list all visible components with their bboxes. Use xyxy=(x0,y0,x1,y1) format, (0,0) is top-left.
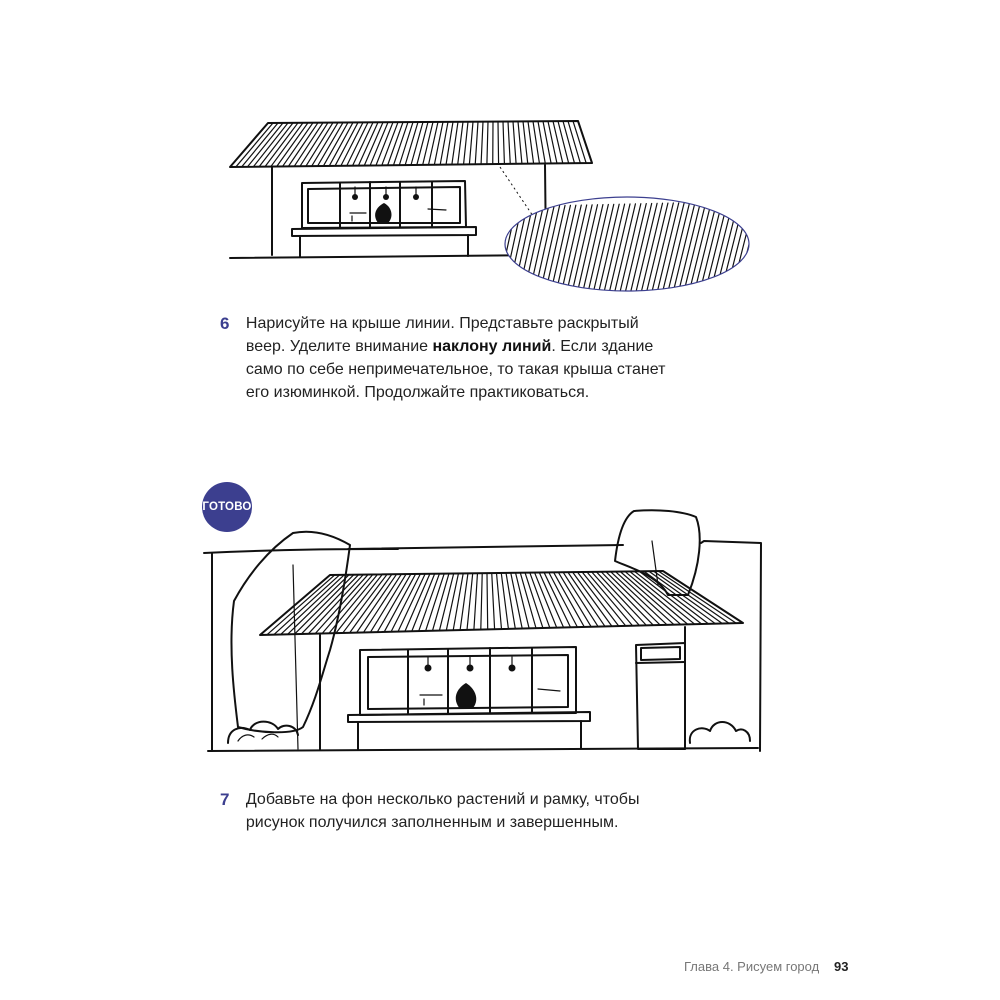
footer-chapter-title: Глава 4. Рисуем город xyxy=(684,959,820,974)
roof-line xyxy=(412,574,435,631)
house-sketch-step6 xyxy=(200,95,755,295)
done-badge: ГОТОВО xyxy=(202,482,252,532)
roof-line xyxy=(458,122,463,165)
house-sketch-with-roof-lines-icon xyxy=(200,95,755,295)
roof-line xyxy=(230,123,268,167)
roof-line xyxy=(568,121,580,163)
roof-line xyxy=(553,121,563,163)
roof-line xyxy=(423,122,433,165)
roof-line xyxy=(358,122,378,165)
roof-line xyxy=(630,571,695,624)
roof-line xyxy=(353,122,373,165)
roof-line xyxy=(513,121,516,163)
roof-line xyxy=(497,573,502,629)
roof-line xyxy=(405,574,430,632)
roof-line xyxy=(312,123,338,167)
roof-line xyxy=(492,573,495,629)
roof-line xyxy=(357,574,397,632)
roof-line xyxy=(364,122,383,165)
roof-line xyxy=(464,122,468,165)
roof-line xyxy=(306,123,333,167)
roof-line xyxy=(558,121,569,163)
roof-line xyxy=(469,122,473,165)
roof-line xyxy=(539,572,563,627)
house-sketch-step7 xyxy=(198,505,783,760)
step-number: 7 xyxy=(220,790,230,809)
finished-house-sketch-icon xyxy=(198,505,783,760)
roof-line xyxy=(452,122,458,165)
page-number: 93 xyxy=(834,959,849,974)
roof-line xyxy=(544,572,570,627)
roof-line xyxy=(606,572,660,625)
roof-line xyxy=(503,121,504,163)
roof-line xyxy=(487,122,488,165)
step-text-part: . Если здание само по себе непримечательное, то такая крыша станет его изюминкой. Продолжайте практиковаться. xyxy=(245,338,666,401)
roof-line xyxy=(481,122,483,165)
roof-line xyxy=(248,123,283,167)
roof-line xyxy=(625,571,688,624)
roof-line xyxy=(467,573,473,630)
roof-line xyxy=(508,121,510,163)
roof-line xyxy=(511,573,522,629)
roof-line xyxy=(318,123,343,167)
roof-line xyxy=(577,572,618,626)
roof-detail-magnifier-icon xyxy=(480,197,755,295)
roof-line xyxy=(411,122,423,165)
step-description: Добавьте на фон несколько растений и рамку, чтобы рисунок получился заполненным и завершенным. xyxy=(245,791,640,831)
roof-line xyxy=(446,573,458,630)
roof-line xyxy=(335,122,358,165)
roof-line xyxy=(480,207,500,295)
roof-line xyxy=(498,122,499,165)
step-description xyxy=(246,312,680,404)
roof-line xyxy=(481,573,482,629)
roof-line xyxy=(523,121,528,163)
roof-line xyxy=(475,122,478,165)
step-number: 6 xyxy=(220,314,230,333)
roof-line xyxy=(518,121,522,163)
roof-line xyxy=(487,573,488,629)
step-text-part: Нарисуйте на крыше линии. Представьте раскрытый веер. Уделите внимание xyxy=(245,315,639,355)
roof-line xyxy=(474,573,478,629)
roof-line xyxy=(236,123,273,167)
step-text-emphasis: наклону линий xyxy=(432,338,552,355)
roof-line xyxy=(528,121,534,163)
roof-line xyxy=(253,123,288,167)
roof-line xyxy=(649,571,723,623)
roof-line xyxy=(267,575,335,635)
step-6 xyxy=(220,312,680,404)
roof-line xyxy=(533,121,539,163)
roof-line xyxy=(429,122,438,165)
roof-line xyxy=(563,121,574,163)
step-7 xyxy=(220,788,680,834)
roof-line xyxy=(417,122,428,165)
roof-line xyxy=(485,207,505,295)
roof-line xyxy=(242,123,278,167)
roof-line xyxy=(315,575,368,634)
